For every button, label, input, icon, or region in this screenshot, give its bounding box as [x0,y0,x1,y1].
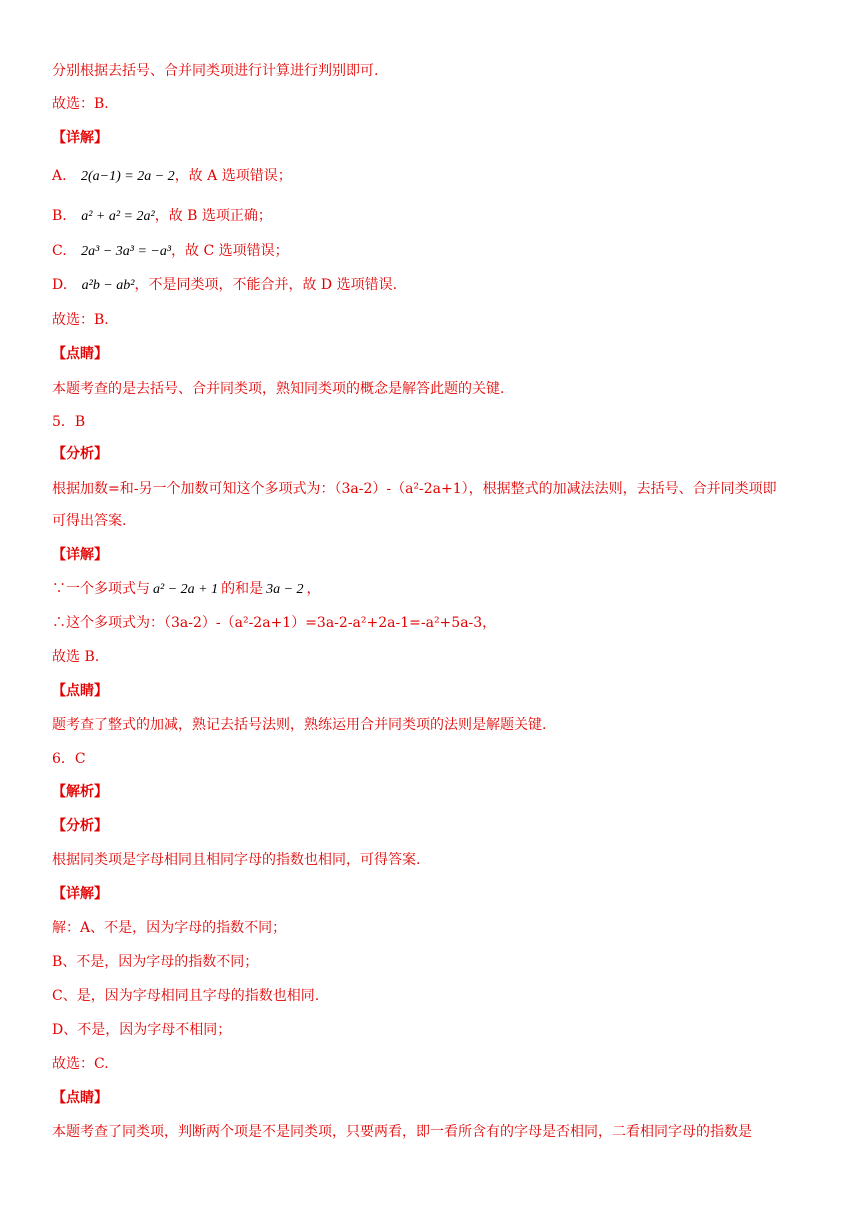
given-text: ， [306,581,321,597]
section-heading-detail: 【详解】 [52,547,108,563]
option-comment: ，不是同类项，不能合并，故 D 选项错误. [134,277,398,293]
section-heading-detail: 【详解】 [52,130,108,146]
answer-line: 故选：B. [52,96,109,112]
given-text: ∵一个多项式与 [52,581,150,597]
analysis-text: 根据加数=和-另一个加数可知这个多项式为：（3a-2）-（a²-2a+1），根据整式的加减法法则，去括号、合并同类项即 [52,481,777,497]
detail-line: D、不是，因为字母不相同； [52,1022,232,1038]
option-label: B. [52,208,67,224]
option-label: C. [52,243,67,259]
analysis-text-continued: 可得出答案. [52,513,127,529]
math-expression: a² + a² = 2a² [81,209,155,224]
detail-line: B、不是，因为字母的指数不同； [52,954,259,970]
option-d-line [52,276,397,295]
section-heading-comment: 【点睛】 [52,1090,108,1106]
option-c-line [52,242,289,261]
section-heading-comment: 【点睛】 [52,683,108,699]
option-a-line [52,167,292,186]
option-comment: ，故 B 选项正确； [154,208,272,224]
detail-line: C、是，因为字母相同且字母的指数也相同. [52,988,320,1004]
math-expression: a² − 2a + 1 [153,582,219,597]
answer-line: 故选：C. [52,1056,109,1072]
derivation-line: ∴这个多项式为：（3a-2）-（a²-2a+1）=3a-2-a²+2a-1=-a²+5a-3， [52,615,497,631]
section-heading-analysis: 【分析】 [52,818,108,834]
given-line [52,580,321,599]
section-heading-comment: 【点睛】 [52,346,108,362]
given-text: 的和是 [221,581,264,597]
option-comment: ，故 C 选项错误； [171,243,289,259]
answer-line: 故选：B. [52,312,109,328]
detail-line: 解：A、不是，因为字母的指数不同； [52,920,287,936]
question-number: 6．C [52,751,86,767]
answer-line: 故选 B. [52,649,100,665]
math-expression: a²b − ab² [81,278,135,293]
math-expression: 2(a−1) = 2a − 2 [81,169,175,184]
section-heading-analysis: 【分析】 [52,446,108,462]
comment-text: 本题考查了同类项，判断两个项是不是同类项，只要两看，即一看所含有的字母是否相同，二看相同字母的指数是 [52,1124,752,1140]
math-expression: 2a³ − 3a³ = −a³ [81,244,172,259]
comment-text: 本题考查的是去括号、合并同类项，熟知同类项的概念是解答此题的关键. [52,381,505,397]
comment-text: 题考查了整式的加减，熟记去括号法则，熟练运用合并同类项的法则是解题关键. [52,717,547,733]
math-expression: 3a − 2 [266,582,304,597]
question-number: 5．B [52,414,86,430]
option-label: A. [52,168,67,184]
section-heading-solution: 【解析】 [52,784,108,800]
option-label: D. [52,277,68,293]
analysis-text: 分别根据去括号、合并同类项进行计算进行判别即可. [52,63,379,79]
analysis-text: 根据同类项是字母相同且相同字母的指数也相同，可得答案. [52,852,421,868]
option-comment: ，故 A 选项错误； [174,168,292,184]
option-b-line [52,207,272,226]
section-heading-detail: 【详解】 [52,886,108,902]
